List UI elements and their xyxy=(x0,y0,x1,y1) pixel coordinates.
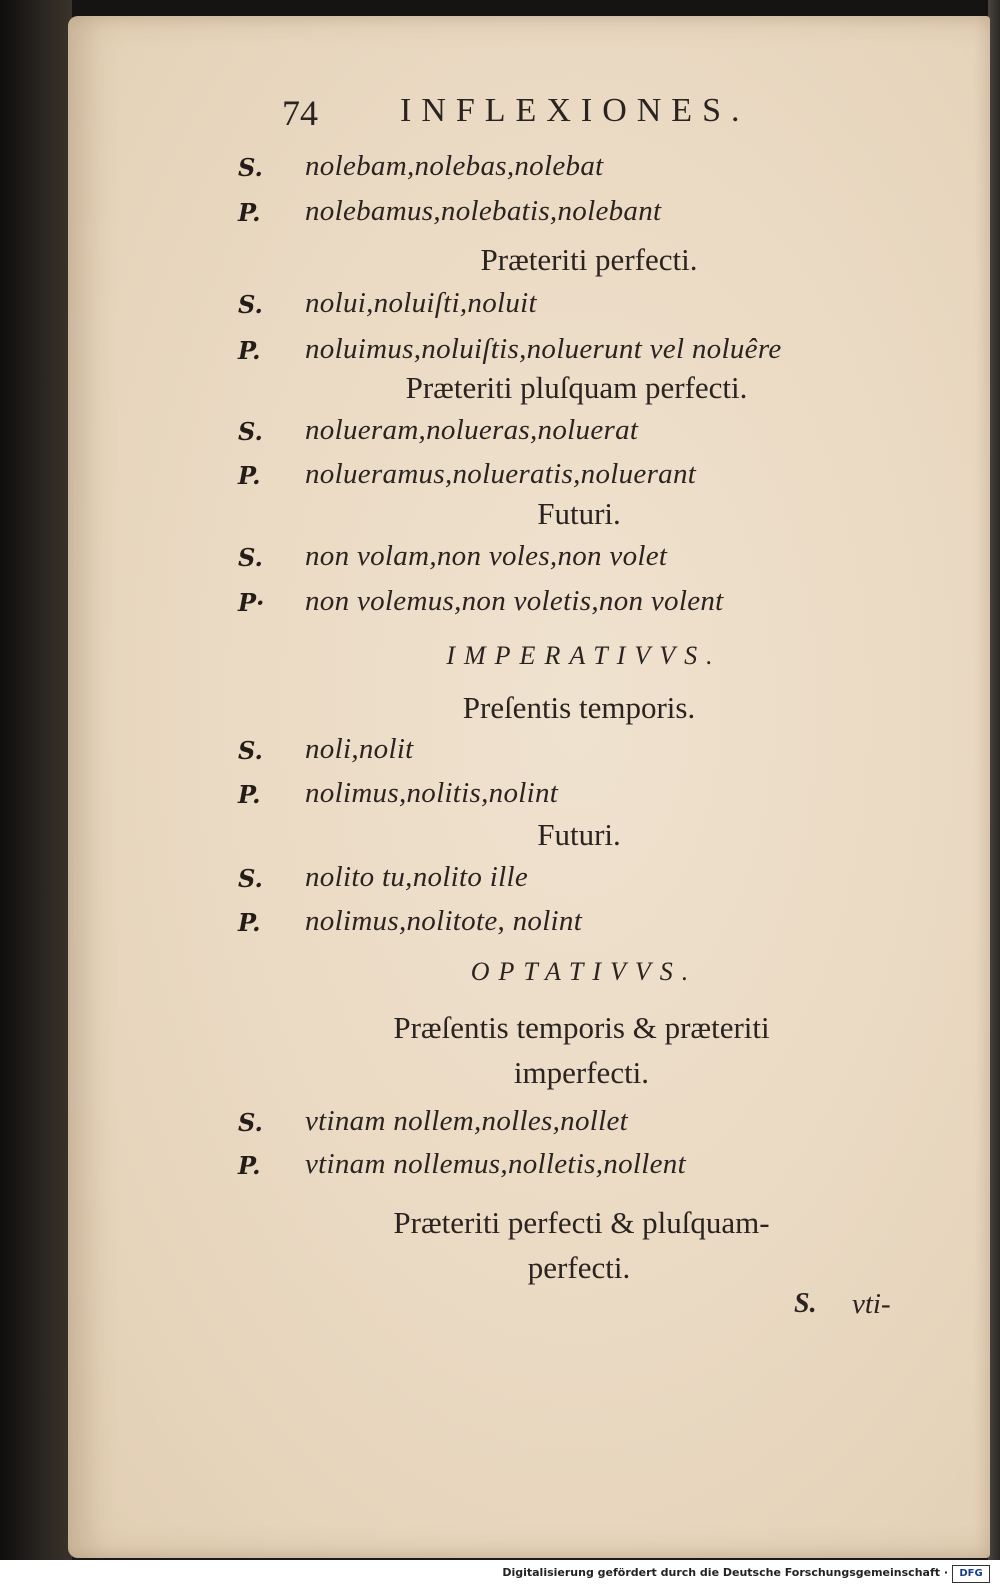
number-marker: S. xyxy=(238,153,263,182)
tense-heading: Præſentis temporis & præteriti xyxy=(393,1010,770,1045)
inflection-forms: nolito tu,nolito ille xyxy=(305,861,528,893)
inflection-forms: non volemus,non voletis,non volent xyxy=(305,585,724,617)
number-marker: S. xyxy=(238,864,263,893)
inflection-forms: nolui,noluiſti,noluit xyxy=(305,287,537,319)
running-title: INFLEXIONES. xyxy=(400,92,750,129)
book-spine xyxy=(0,0,72,1560)
number-marker: P· xyxy=(238,588,265,617)
tense-heading: Preſentis temporis. xyxy=(462,690,696,725)
tense-heading: Futuri. xyxy=(537,817,621,852)
inflection-forms: noluimus,noluiſtis,noluerunt vel noluêre xyxy=(305,333,782,365)
mood-section-title: IMPERATIVVS. xyxy=(446,641,722,670)
digitization-footer xyxy=(0,1560,1000,1588)
number-marker: S. xyxy=(238,417,263,446)
tense-heading: perfecti. xyxy=(527,1250,631,1285)
catchword-marker: S. xyxy=(794,1288,817,1319)
page-number: 74 xyxy=(282,93,318,133)
inflection-forms: vtinam nollem,nolles,nollet xyxy=(305,1105,629,1137)
number-marker: S. xyxy=(238,1108,263,1137)
inflection-forms: vtinam nollemus,nolletis,nollent xyxy=(305,1148,686,1180)
inflection-forms: nolueramus,nolueratis,noluerant xyxy=(305,458,697,490)
inflection-forms: nolimus,nolitis,nolint xyxy=(305,777,559,809)
inflection-forms: non volam,non voles,non volet xyxy=(305,540,668,572)
inflection-forms: nolueram,nolueras,noluerat xyxy=(305,414,639,446)
number-marker: P. xyxy=(238,780,261,809)
inflection-forms: noli,nolit xyxy=(305,733,414,765)
number-marker: P. xyxy=(238,1151,261,1180)
funding-notice: Digitalisierung gefördert durch die Deutsche Forschungsgemeinschaft · xyxy=(502,1566,948,1579)
mood-section-title: OPTATIVVS. xyxy=(470,957,698,986)
inflection-forms: nolebam,nolebas,nolebat xyxy=(305,150,604,182)
tense-heading: imperfecti. xyxy=(513,1055,650,1090)
tense-heading: Præteriti pluſquam perfecti. xyxy=(405,370,748,405)
dfg-logo-icon: DFG xyxy=(952,1565,990,1583)
tense-heading: Præteriti perfecti & pluſquam- xyxy=(393,1205,770,1240)
inflection-forms: nolimus,nolitote, nolint xyxy=(305,905,583,937)
tense-heading: Præteriti perfecti. xyxy=(480,242,698,277)
inflection-forms: nolebamus,nolebatis,nolebant xyxy=(305,195,662,227)
number-marker: P. xyxy=(238,198,261,227)
tense-heading: Futuri. xyxy=(537,496,621,531)
number-marker: P. xyxy=(238,461,261,490)
number-marker: S. xyxy=(238,543,263,572)
number-marker: P. xyxy=(238,908,261,937)
catchword: vti- xyxy=(852,1288,891,1320)
number-marker: P. xyxy=(238,336,261,365)
number-marker: S. xyxy=(238,290,263,319)
number-marker: S. xyxy=(238,736,263,765)
